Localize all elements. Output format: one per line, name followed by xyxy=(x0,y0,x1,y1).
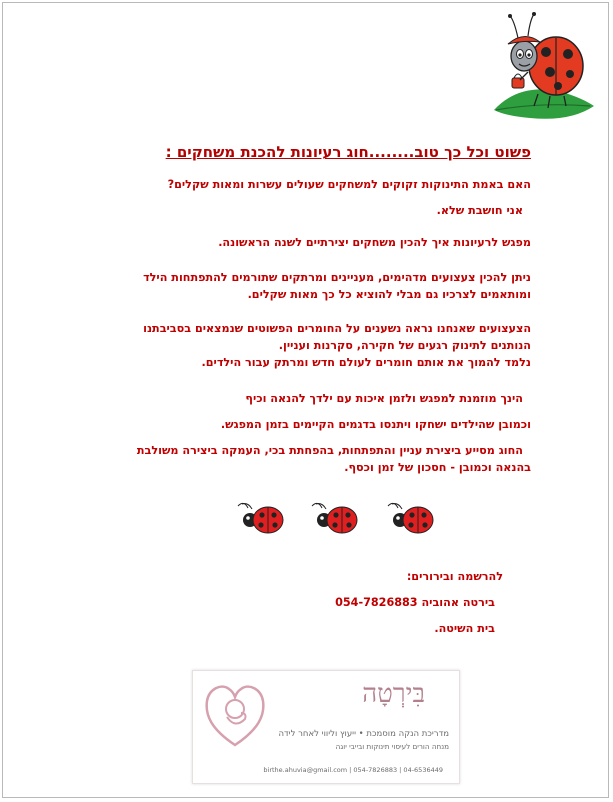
heart-logo-icon xyxy=(203,679,267,751)
contact-name-phone: בירטה אהוביה 054-7826883 xyxy=(335,596,495,609)
contact-place: בית השיטה. xyxy=(434,622,495,635)
benefit-line-1: החוג מסייע ביצירת עניין והתפתחות, בהפחתת בכי, העמקה ביצירה משולבת xyxy=(136,444,523,457)
intro-question: האם באמת התינוקות זקוקים למשחקים שעולים עשרות ומאות שקלים? xyxy=(167,178,531,191)
intro-answer: אני חושבת שלא. xyxy=(436,204,523,217)
toys-line-2: ומותאמים לצרכיו גם מבלי להוציא כל כך מאות שקלים. xyxy=(247,288,531,301)
benefit-line-2: בהנאה וכמובן - חסכון של זמן וכסף. xyxy=(344,461,531,474)
card-tagline: מדריכת הנקה מוסמכת • ייעוץ וליווי לאחר לידה xyxy=(278,729,449,739)
contact-block xyxy=(203,570,503,635)
toys-line-1: ניתן להכין צעצועים מדהימים, מעניינים ומרתקים שתורמים להתפתחות הילד xyxy=(143,271,531,284)
materials-line-3: נלמד להמוך את אותם חומרים לעולם חדש ומרתק עבור הילדים. xyxy=(201,356,531,369)
meeting-line: מפגש לרעיונות איך להכין משחקים יצירתיים לשנה הראשונה. xyxy=(218,236,531,249)
invite-line-2: וכמובן שהילדים ישחקו ויתנסו בדגמים הקיימים בזמן המפגש. xyxy=(220,418,531,431)
invite-line-1: הינך מוזמנת למפגש ולזמן איכות עם ילדך להנאה וכיף xyxy=(245,392,523,405)
card-contact-details: birthe.ahuvia@gmail.com | 054-7826883 | 04-6536449 xyxy=(263,766,443,774)
materials-line-2: הנותנים לתינוק רגעים של חקירה, סקרנות ועניין. xyxy=(278,339,531,352)
ladybug-icon xyxy=(388,503,433,533)
page-title: פשוט וכל כך טוב........חוג רעיונות להכנת משחקים : xyxy=(165,143,531,161)
materials-line-1: הצעצועים שאנחנו נראה נשענים על החומרים הפשוטים שנמצאים בסביבתנו xyxy=(143,322,531,335)
body-text xyxy=(61,176,531,476)
business-card xyxy=(192,670,460,784)
ladybug-illustration xyxy=(490,10,595,120)
ladybug-icon xyxy=(238,503,283,533)
brand-name: בִּירְטָה xyxy=(362,679,425,709)
card-subtitle: מנחה הורים לעיסוי תינוקות ובייבי יוגה xyxy=(335,742,449,751)
contact-label: להרשמה ובירורים: xyxy=(406,570,503,583)
ladybug-icon xyxy=(312,503,357,533)
ladybugs-decoration xyxy=(236,500,442,536)
